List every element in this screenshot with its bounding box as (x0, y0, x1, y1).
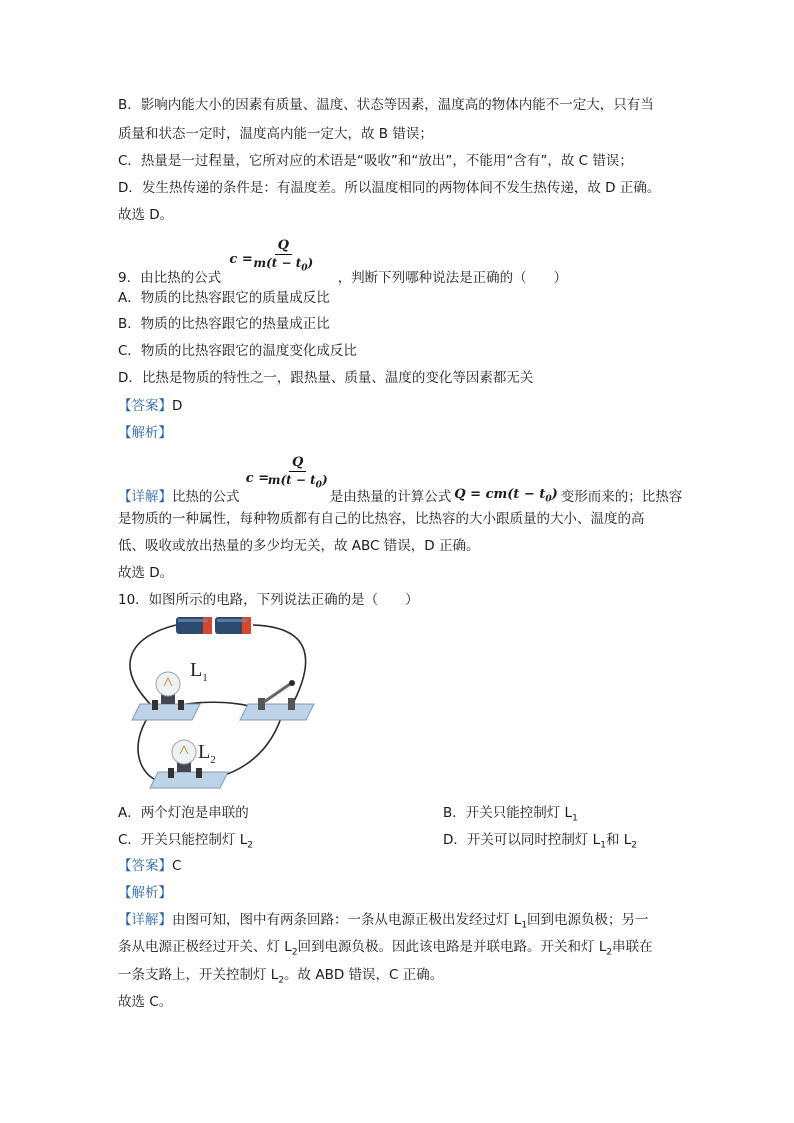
q9-detail-text-a: 比热的公式 (172, 489, 240, 505)
q9-formula-num: Q (275, 238, 292, 255)
q9-choose: 故选 D。 (118, 565, 174, 581)
q9-formula-fraction (253, 238, 313, 276)
q8-explain-c: C．热量是一过程量，它所对应的术语是“吸收”和“放出”，不能用“含有”，故 C 错误； (118, 153, 633, 169)
analysis-tag: 【解析】 (118, 885, 172, 901)
q9-answer-value: D (172, 398, 183, 414)
q8-explain-b-line2: 质量和状态一定时，温度高内能一定大，故 B 错误； (118, 126, 433, 142)
label-l2: $L_2$ (198, 741, 216, 766)
q10-analysis (118, 883, 172, 903)
q8-explain-b-line1: B．影响内能大小的因素有质量、温度、状态等因素，温度高的物体内能不一定大，只有当 (118, 97, 654, 113)
detail-tag: 【详解】 (118, 912, 172, 928)
q10-detail-line3: 一条支路上，开关控制灯 $L_2$。故 ABD 错误，C 正确。 (118, 967, 444, 986)
q8-choose: 故选 D。 (118, 207, 174, 223)
q9-detail-formula-lhs: c = (245, 471, 270, 486)
q10-detail-line2: 条从电源正极经过开关、灯 $L_2$回到电源负极。因此该电路是并联电路。开关和灯 $L_2$串联在 (118, 939, 653, 958)
q10-detail-line1: 【详解】由图可知，图中有两条回路：一条从电源正极出发经过灯 $L_1$回到电源负极；另一 (118, 912, 649, 931)
wire-battery-to-switch (253, 625, 306, 709)
q9-detail-formula (244, 455, 330, 501)
answer-tag: 【答案】 (118, 398, 172, 414)
detail-tag: 【详解】 (118, 489, 172, 505)
q9-heat-formula: $Q = cm(t - t_0)$ (454, 487, 558, 505)
q10-answer (118, 856, 181, 876)
circuit-diagram (118, 612, 328, 797)
q9-detail-line3: 低、吸收或放出热量的多少均无关，故 ABC 错误，D 正确。 (118, 538, 480, 554)
q9-stem-prefix: 9．由比热的公式 (118, 270, 222, 286)
battery-icon (176, 617, 251, 634)
analysis-tag: 【解析】 (118, 425, 172, 441)
q9-formula-lhs: c = (229, 252, 253, 267)
q9-detail-text-c: 变形而来的；比热容 (560, 489, 683, 505)
q9-option-b: B．物质的比热容跟它的热量成正比 (118, 316, 330, 332)
label-l1: $L_1$ (190, 659, 208, 684)
q10-option-d: D．开关可以同时控制灯 $L_1$和 $L_2$ (443, 832, 637, 851)
q10-option-c: C．开关只能控制灯 $L_2$ (118, 832, 253, 851)
q9-option-c: C．物质的比热容跟它的温度变化成反比 (118, 343, 357, 359)
q9-option-d: D．比热是物质的特性之一，跟热量、质量、温度的变化等因素都无关 (118, 370, 534, 386)
q10-option-a: A．两个灯泡是串联的 (118, 805, 249, 821)
q9-detail-text-b: 是由热量的计算公式 (329, 489, 452, 505)
bulb-l2-icon (150, 740, 228, 788)
q9-stem (118, 238, 568, 288)
q10-stem: 10．如图所示的电路，下列说法正确的是（ ） (118, 592, 419, 608)
q10-choose: 故选 C。 (118, 994, 173, 1010)
q9-detail-formula-fraction (268, 455, 328, 493)
q10-option-b: B．开关只能控制灯 $L_1$ (443, 805, 578, 824)
q9-detail-formula-den: $m(t - t_0)$ (267, 473, 328, 491)
q9-formula-den: $m(t - t_0)$ (253, 256, 314, 274)
q9-detail-formula-num: Q (289, 455, 306, 472)
answer-tag: 【答案】 (118, 858, 172, 874)
q9-analysis (118, 423, 172, 443)
q9-formula (225, 238, 333, 282)
q9-answer (118, 396, 182, 416)
q9-stem-suffix: ，判断下列哪种说法是正确的（ ） (337, 270, 568, 286)
q9-detail-line1 (118, 455, 683, 513)
q9-detail-line2: 是物质的一种属性，每种物质都有自己的比热容，比热容的大小跟质量的大小、温度的高 (118, 511, 645, 527)
q8-explain-d: D．发生热传递的条件是：有温度差。所以温度相同的两物体间不发生热传递，故 D 正确。 (118, 180, 661, 196)
q10-answer-value: C (172, 858, 182, 874)
q9-option-a: A．物质的比热容跟它的质量成反比 (118, 290, 330, 306)
switch-icon (240, 680, 314, 720)
